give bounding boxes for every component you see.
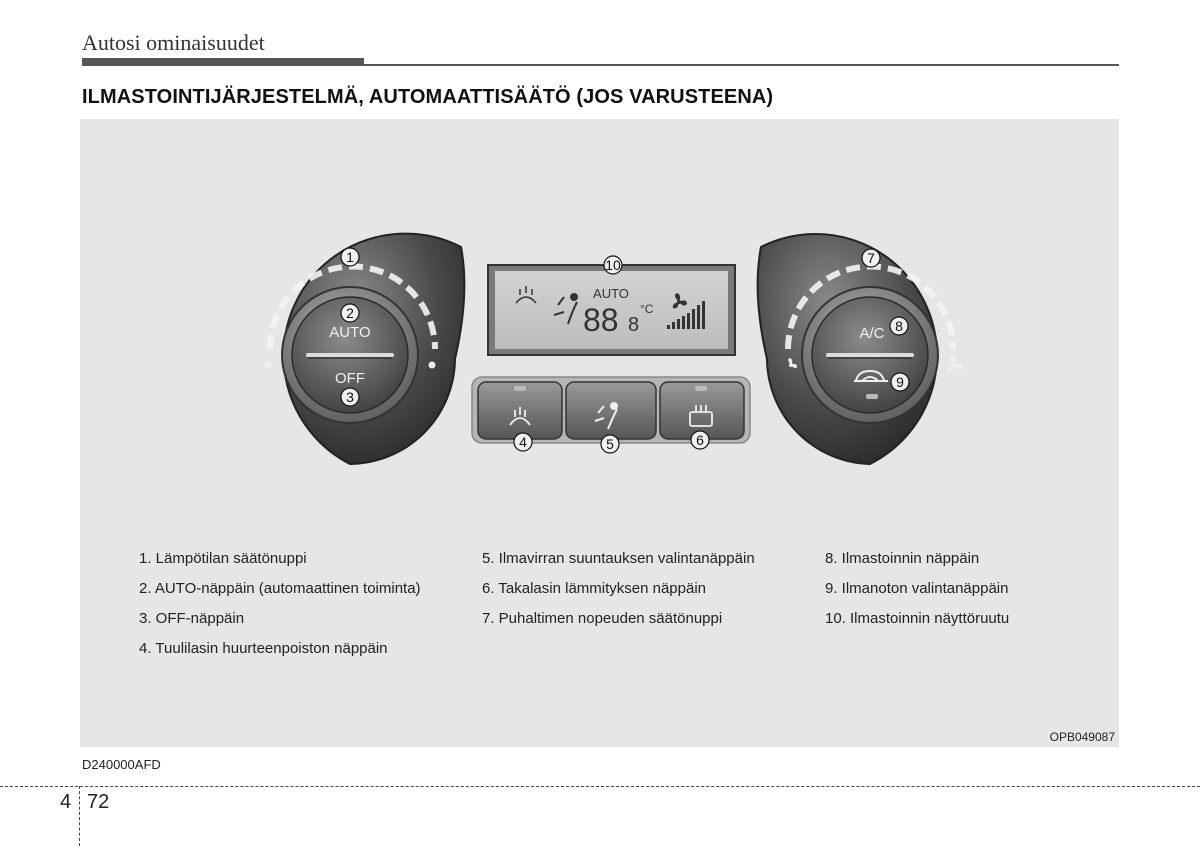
footer-divider xyxy=(0,786,1200,787)
header-rule-thin xyxy=(364,64,1119,66)
auto-button-label: AUTO xyxy=(329,324,371,341)
ac-button-label: A/C xyxy=(859,325,885,342)
section-title: Autosi ominaisuudet xyxy=(82,30,265,55)
fan-high-icon xyxy=(947,355,963,372)
page-heading: ILMASTOINTIJÄRJESTELMÄ, AUTOMAATTISÄÄTÖ (JOS VARUSTEENA) xyxy=(82,86,774,108)
svg-text:1: 1 xyxy=(346,249,354,265)
document-code: D240000AFD xyxy=(82,757,161,772)
legend-column-3 xyxy=(825,549,1009,639)
figure-code: OPB049087 xyxy=(1049,730,1115,744)
legend-item: 7. Puhaltimen nopeuden säätönuppi xyxy=(482,610,723,627)
callout-2 xyxy=(341,304,359,322)
header-rule-thick xyxy=(82,58,364,66)
button-row xyxy=(472,377,750,443)
callout-9 xyxy=(891,373,909,391)
display-mode-text: AUTO xyxy=(593,286,629,301)
svg-text:3: 3 xyxy=(346,389,354,405)
legend-item: 4. Tuulilasin huurteenpoiston näppäin xyxy=(139,640,388,657)
legend-column-2 xyxy=(482,549,755,639)
display-temperature: 88 xyxy=(583,302,619,338)
climate-display xyxy=(488,265,735,355)
air-flow-mode-button[interactable] xyxy=(566,382,656,439)
callout-7 xyxy=(862,249,880,267)
svg-text:2: 2 xyxy=(346,305,354,321)
fan-speed-knob[interactable] xyxy=(758,234,963,464)
legend-item: 9. Ilmanoton valintanäppäin xyxy=(825,580,1009,597)
legend-item: 3. OFF-näppäin xyxy=(139,610,245,627)
callout-6 xyxy=(691,431,709,449)
footer-vertical-divider xyxy=(79,786,80,846)
svg-text:5: 5 xyxy=(606,436,614,452)
chapter-number: 4 xyxy=(60,791,72,813)
callout-8 xyxy=(890,317,908,335)
legend-item: 2. AUTO-näppäin (automaattinen toiminta) xyxy=(139,580,421,597)
svg-text:4: 4 xyxy=(519,434,527,450)
legend-item: 6. Takalasin lämmityksen näppäin xyxy=(482,580,707,597)
callout-3 xyxy=(341,388,359,406)
callout-1 xyxy=(341,248,359,266)
rear-defrost-button[interactable] xyxy=(660,382,744,439)
callout-10 xyxy=(604,256,622,274)
windshield-defrost-button[interactable] xyxy=(478,382,562,439)
svg-text:7: 7 xyxy=(867,250,875,266)
svg-text:9: 9 xyxy=(896,374,904,390)
climate-control-figure xyxy=(80,119,1119,747)
off-button-label: OFF xyxy=(335,370,365,387)
callout-4 xyxy=(514,433,532,451)
legend-item: 5. Ilmavirran suuntauksen valintanäppäin xyxy=(482,550,755,567)
legend-item: 10. Ilmastoinnin näyttöruutu xyxy=(825,610,1010,627)
temperature-knob[interactable] xyxy=(265,234,465,464)
climate-panel-illustration xyxy=(80,119,1119,539)
svg-text:8: 8 xyxy=(895,318,903,334)
display-unit: °C xyxy=(640,302,654,316)
page-number: 72 xyxy=(87,791,110,813)
legend-column-1 xyxy=(139,549,421,669)
display-temperature-decimal: 8 xyxy=(628,314,640,336)
legend-item: 1. Lämpötilan säätönuppi xyxy=(139,550,307,567)
svg-text:6: 6 xyxy=(696,432,704,448)
legend-item: 8. Ilmastoinnin näppäin xyxy=(825,550,980,567)
callout-5 xyxy=(601,435,619,453)
svg-text:10: 10 xyxy=(605,257,621,273)
